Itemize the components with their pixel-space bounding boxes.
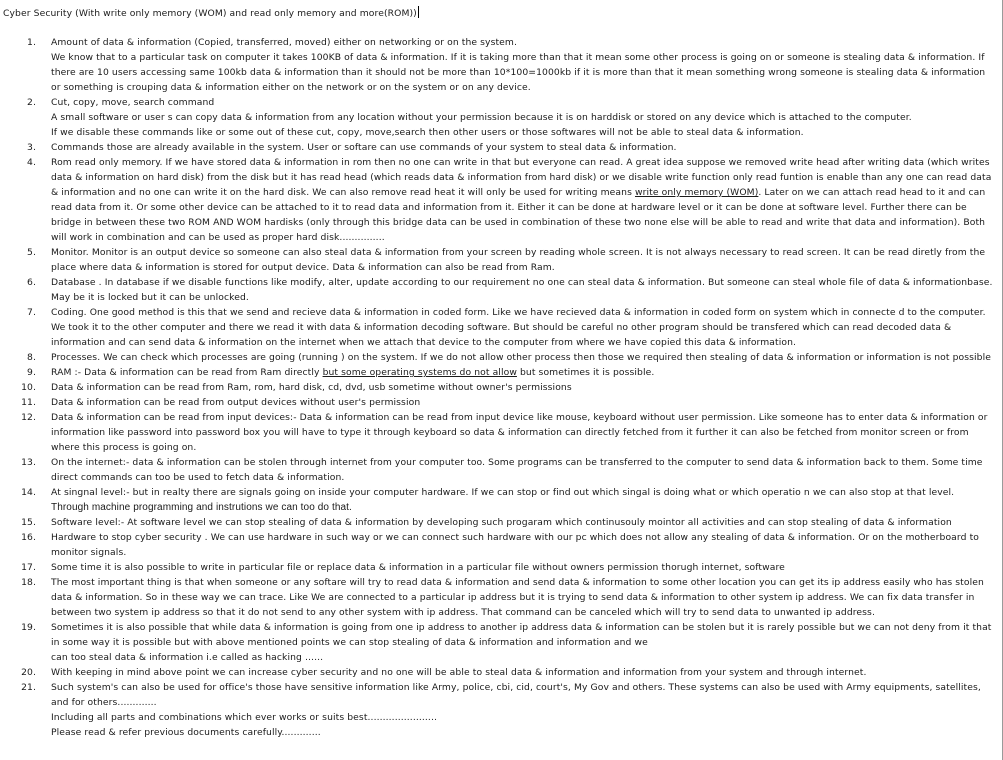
item-number: 11.	[21, 397, 36, 408]
item-paragraph: We know that to a particular task on computer it takes 100KB of data & information. If it is taking more than that it mean some other process is going on or someone is stealing data & information. If there are 10 users accessing same 100kb data & information than it should not be more than 10*100=1000kb if it is more than that it mean something wrong someone is stealing data & information or something is crouping data & information either on the network or on the system or on any device.	[51, 52, 986, 93]
paragraph-text: RAM :- Data & information can be read from Ram directly	[51, 367, 323, 378]
document-title[interactable]	[3, 6, 419, 21]
item-number: 19.	[21, 622, 36, 633]
item-paragraph: If we disable these commands like or some out of these cut, copy, move,search then other users or those softwares will not be able to steal data & information.	[51, 127, 804, 138]
list-item	[0, 560, 1000, 575]
item-paragraph: Database . In database if we disable functions like modify, alter, update according to our requirement no one can steal data & information. But someone can steal whole file of data & informationbase. May be it is locked but it can be unlocked.	[51, 277, 993, 303]
list-item	[0, 485, 1000, 515]
item-paragraph: Data & information can be read from Ram, rom, hard disk, cd, dvd, usb sometime without owner's permissions	[51, 382, 572, 393]
item-number: 10.	[21, 382, 36, 393]
item-paragraph: Through machine programming and instrutions we can too do that.	[51, 502, 352, 513]
item-number: 6.	[27, 277, 36, 288]
underlined-text: write only memory (WOM)	[634, 187, 759, 198]
item-number: 1.	[27, 37, 36, 48]
list-item	[0, 575, 1000, 620]
item-paragraph: Hardware to stop cyber security . We can use hardware in such way or we can connect such hardware with our pc which does not allow any stealing of data & information. Or on the motherboard to monitor signals.	[51, 532, 979, 558]
item-paragraph: can too steal data & information i.e called as hacking ......	[51, 652, 324, 663]
list-item	[0, 455, 1000, 485]
item-number: 16.	[21, 532, 36, 543]
title-text: Cyber Security (With write only memory (WOM) and read only memory and more(ROM))	[3, 8, 417, 19]
item-number: 15.	[21, 517, 36, 528]
item-paragraph: Please read & refer previous documents carefully.............	[51, 727, 321, 738]
list-item	[0, 410, 1000, 455]
item-paragraph: Processes. We can check which processes are going (running ) on the system. If we do not allow other process then those we required then stealing of data & information or information is not possible	[51, 352, 992, 363]
item-number: 21.	[21, 682, 36, 693]
item-number: 17.	[21, 562, 36, 573]
item-number: 8.	[27, 352, 36, 363]
item-paragraph: Monitor. Monitor is an output device so someone can also steal data & information from your screen by reading whole screen. It is not always necessary to read screen. It can be read diretly from the place where data & information is stored for output device. Data & information can also be read from Ram.	[51, 247, 986, 273]
list-item	[0, 95, 1000, 140]
item-paragraph	[51, 155, 994, 245]
list-item	[0, 140, 1000, 155]
item-paragraph: Including all parts and combinations which ever works or suits best.......................	[51, 712, 437, 723]
list-item	[0, 620, 1000, 665]
item-paragraph: The most important thing is that when someone or any softare will try to read data & information and send data & information to some other location you can get its ip address easily who has stolen data & information. So in these way we can trace. Like We are connected to a particular ip address but it is trying to send data & information to other system ip address. We can fix data transfer in between two system ip address so that it do not send to any other system with ip address. That command can be canceled which will try to send data to unwanted ip address.	[51, 577, 984, 618]
list-item	[0, 365, 1000, 380]
list-item	[0, 530, 1000, 560]
item-number: 5.	[27, 247, 36, 258]
paragraph-text: Rom read only memory. If we have stored data & information in rom then no one can write in that but everyone can read. A great idea suppose we removed write head after writing data (which writes data & information on hard disk) from the disk but it has read head (which reads data & information from hard disk) or we disable write function only read funtion is enable than any one can read data & information and no one can write it on the hard disk. We can also remove read heat it will only be used for writing means	[51, 157, 992, 198]
item-paragraph: On the internet:- data & information can be stolen through internet from your computer too. Some programs can be transferred to the computer to send data & information back to them. Some time direct commands can too be used to fetch data & information.	[51, 457, 983, 483]
item-number: 20.	[21, 667, 36, 678]
list-item	[0, 380, 1000, 395]
item-paragraph: A small software or user s can copy data & information from any location without your permission because it is on harddisk or stored on any device which is attached to the computer.	[51, 112, 912, 123]
paragraph-text: but sometimes it is possible.	[516, 367, 655, 378]
item-paragraph: At singnal level:- but in realty there are signals going on inside your computer hardware. If we can stop or find out which singal is doing what or which operatio n we can also stop at that level.	[51, 487, 955, 498]
list-item	[0, 35, 1000, 95]
list-item	[0, 680, 1000, 740]
item-number: 3.	[27, 142, 36, 153]
item-paragraph: Some time it is also possible to write in particular file or replace data & information in a particular file without owners permission thorugh internet, software	[51, 562, 785, 573]
text-cursor	[418, 6, 419, 18]
item-paragraph: Software level:- At software level we can stop stealing of data & information by developing such progaram which continusouly mointor all activities and can stop stealing of data & information	[51, 517, 952, 528]
item-number: 18.	[21, 577, 36, 588]
item-number: 4.	[27, 157, 36, 168]
item-paragraph: Sometimes it is also possible that while data & information is going from one ip address to another ip address data & information can be stolen but it is rarely possible but we can not deny from it that in some way it is possible but with above mentioned points we can stop stealing of data & information and information and we	[51, 622, 992, 648]
list-item	[0, 515, 1000, 530]
item-paragraph: Cut, copy, move, search command	[51, 97, 215, 108]
list-item	[0, 665, 1000, 680]
paragraph-text: . Later on we can attach read head to it and can read data from it. Or some other device can be attached to it to read data and information from it. Either it can be done at hardware level or it can be done at software level. Further there can be bridge in between these two ROM AND WOM hardisks (only through this bridge data can be used in combination of these two none else will be able to read and write that data and information). Both will work in combination and can be used as proper hard disk...............	[51, 187, 986, 243]
item-number: 7.	[27, 307, 36, 318]
list-item	[0, 275, 1000, 305]
item-paragraph: Data & information can be read from output devices without user's permission	[51, 397, 421, 408]
list-item	[0, 395, 1000, 410]
list-item	[0, 245, 1000, 275]
item-number: 9.	[27, 367, 36, 378]
item-paragraph	[51, 365, 994, 380]
item-paragraph: With keeping in mind above point we can increase cyber security and no one will be able to steal data & information and information from your system and through internet.	[51, 667, 867, 678]
item-paragraph: Coding. One good method is this that we send and recieve data & information in coded form. Like we have recieved data & information in coded form on system which in connecte d to the computer. We took it to the other computer and there we read it with data & information decoding software. But should be careful no other program should be transfered which can read decoded data & information and can send data & information on the internet when we attach that device to the computer from where we have copied this data & information.	[51, 307, 986, 348]
item-paragraph: Data & information can be read from input devices:- Data & information can be read from input device like mouse, keyboard without user permission. Like someone has to enter data & information or information like password into password box you will have to type it through keyboard so data & information can directly fetched from it further it can also be fetched from monitor screen or from where this process is going on.	[51, 412, 988, 453]
item-number: 12.	[21, 412, 36, 423]
item-number: 2.	[27, 97, 36, 108]
underlined-text: but some operating systems do not allow	[322, 367, 517, 378]
item-paragraph: Amount of data & information (Copied, transferred, moved) either on networking or on the system.	[51, 37, 517, 48]
item-paragraph: Such system's can also be used for office's those have sensitive information like Army, police, cbi, cid, court's, My Gov and others. These systems can also be used with Army equipments, satellites, and for others.............	[51, 682, 981, 708]
item-paragraph: Commands those are already available in the system. User or softare can use commands of your system to steal data & information.	[51, 142, 677, 153]
item-number: 14.	[21, 487, 36, 498]
numbered-list	[0, 35, 1000, 740]
list-item	[0, 155, 1000, 245]
list-item	[0, 350, 1000, 365]
list-item	[0, 305, 1000, 350]
item-number: 13.	[21, 457, 36, 468]
